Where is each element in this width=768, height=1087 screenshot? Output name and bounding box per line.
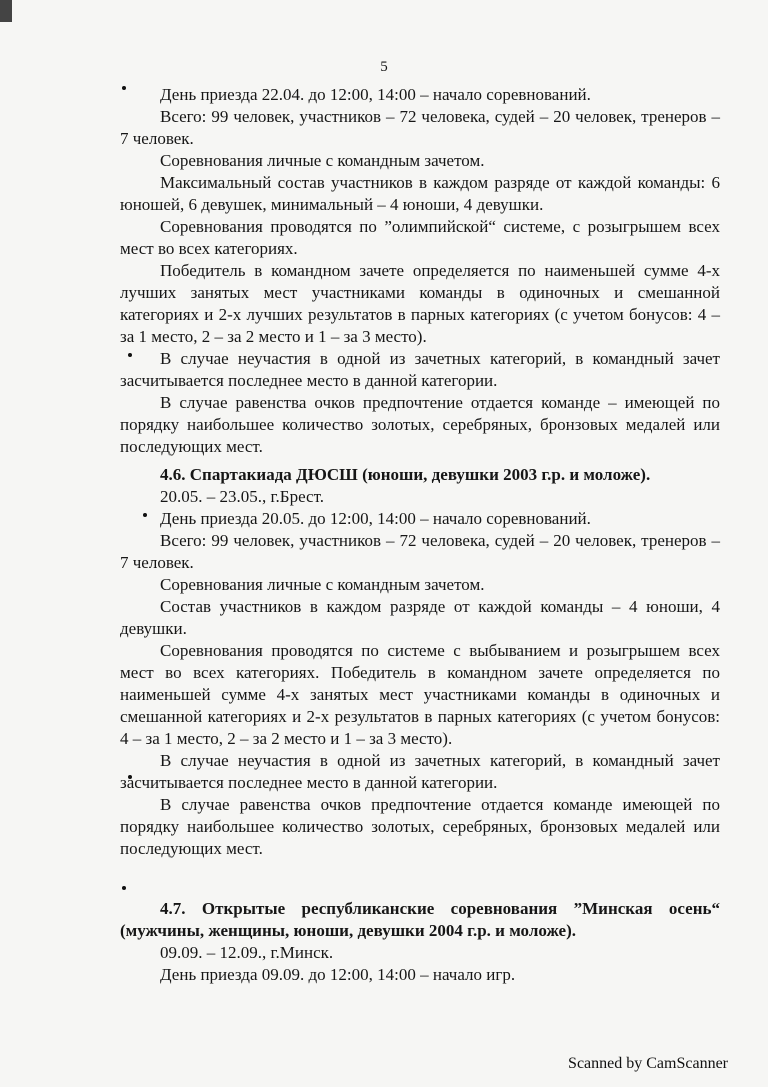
section-2 [120, 464, 720, 860]
paragraph: 20.05. – 23.05., г.Брест. [160, 487, 324, 506]
paragraph: Всего: 99 человек, участников – 72 человека, судей – 20 человек, тренеров – 7 человек. [120, 107, 720, 148]
scan-edge-mark [0, 0, 12, 22]
paragraph: 09.09. – 12.09., г.Минск. [160, 943, 334, 962]
paragraph: Состав участников в каждом разряде от каждой команды – 4 юноши, 4 девушки. [120, 597, 720, 638]
paragraph: День приезда 09.09. до 12:00, 14:00 – начало игр. [160, 965, 516, 984]
paragraph: День приезда 22.04. до 12:00, 14:00 – начало соревнований. [160, 85, 591, 104]
paragraph: В случае неучастия в одной из зачетных категорий, в командный зачет засчитывается последнее место в данной категории. [120, 751, 720, 792]
scanner-watermark: Scanned by CamScanner [568, 1055, 728, 1072]
paragraph: В случае равенства очков предпочтение отдается команде имеющей по порядку наибольшее количество золотых, серебряных, бронзовых медалей или последующих мест. [120, 795, 720, 858]
paragraph: Соревнования проводятся по системе с выбыванием и розыгрышем всех мест во всех категориях. Победитель в командном зачете определяется по наименьшей сумме 4-х занятых мест участниками команды в одиночных и смешанной категориях и 2-х результатов в парных категориях (с учетом бонусов: 4 – за 1 место, 2 – за 2 место и 1 – за 3 место). [120, 641, 720, 748]
page-number: 5 [380, 59, 388, 75]
section-3 [120, 898, 720, 986]
section-heading: 4.6. Спартакиада ДЮСШ (юноши, девушки 2003 г.р. и моложе). [160, 465, 651, 484]
paragraph: Всего: 99 человек, участников – 72 человека, судей – 20 человек, тренеров – 7 человек. [120, 531, 720, 572]
paragraph: В случае неучастия в одной из зачетных категорий, в командный зачет засчитывается последнее место в данной категории. [120, 349, 720, 390]
paragraph: Победитель в командном зачете определяется по наименьшей сумме 4-х лучших занятых мест участниками команды в одиночных и смешанной категориях и 2-х лучших результатов в парных категориях (с учетом бонусов: 4 – за 1 место, 2 – за 2 место и 1 – за 3 место). [120, 261, 720, 346]
paragraph: Соревнования личные с командным зачетом. [160, 151, 485, 170]
paragraph: В случае равенства очков предпочтение отдается команде – имеющей по порядку наибольшее количество золотых, серебряных, бронзовых медалей или последующих мест. [120, 393, 720, 456]
paragraph: День приезда 20.05. до 12:00, 14:00 – начало соревнований. [160, 509, 591, 528]
paragraph: Соревнования проводятся по ”олимпийской“ системе, с розыгрышем всех мест во всех категориях. [120, 217, 720, 258]
section-1 [120, 84, 720, 458]
section-heading: 4.7. Открытые республиканские соревнования ”Минская осень“ (мужчины, женщины, юноши, девушки 2004 г.р. и моложе). [120, 899, 720, 940]
paragraph: Соревнования личные с командным зачетом. [160, 575, 485, 594]
paragraph: Максимальный состав участников в каждом разряде от каждой команды: 6 юношей, 6 девушек, минимальный – 4 юноши, 4 девушки. [120, 173, 720, 214]
scan-dot [122, 886, 126, 890]
